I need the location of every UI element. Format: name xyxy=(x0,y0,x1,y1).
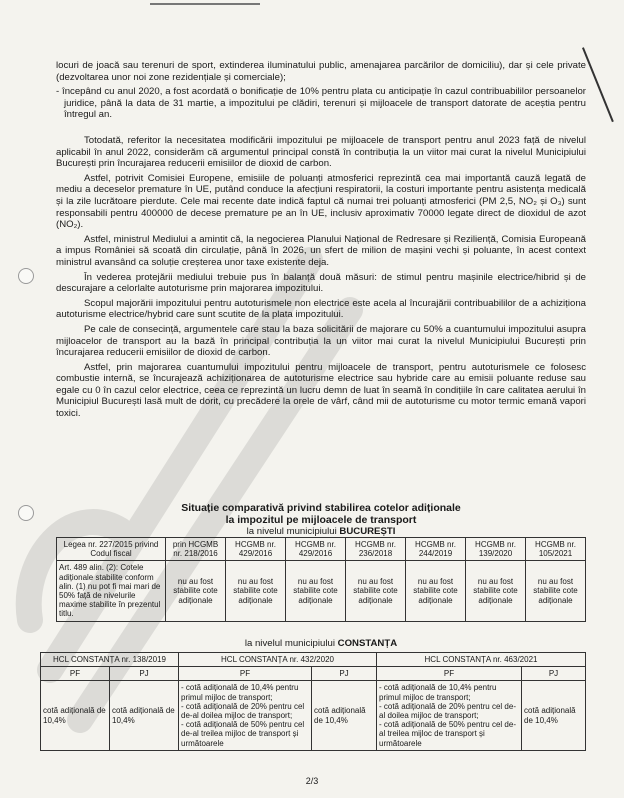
list-item: - cotă adițională de 20% pentru cel de-al doilea mijloc de transport; xyxy=(379,701,516,721)
paragraph-3: Astfel, ministrul Mediului a amintit că, la negocierea Planului Național de Redresare și Reziliență, Comisia Europeană a impus României să scoată din circulație, până în 2026, un sfert de milion de mașini vechi și poluante, în acest context ministrul avansând ca soluție creșterea unor taxe existente deja. xyxy=(56,233,586,268)
list-item: - cotă adițională de 50% pentru cel de-al treilea mijloc de transport și următoarele xyxy=(379,720,516,748)
header-cell: HCGMB nr. 139/2020 xyxy=(466,538,526,561)
constanta-level xyxy=(56,638,586,649)
punch-hole xyxy=(18,268,34,284)
intro-line-1: locuri de joacă sau terenuri de sport, extinderea iluminatului public, amenajarea parcărilor de domiciliu), dar și cele private (dezvoltarea unor noi zone rezidențiale și comerciale); xyxy=(56,60,586,83)
header-cell: prin HCGMB nr. 218/2016 xyxy=(166,538,226,561)
pj-header: PJ xyxy=(522,667,586,681)
value-cell: nu au fost stabilite cote adiționale xyxy=(526,561,586,621)
city-name: BUCUREȘTI xyxy=(339,526,396,537)
header-cell: HCL CONSTANȚA nr. 463/2021 xyxy=(377,653,586,667)
value-cell: nu au fost stabilite cote adiționale xyxy=(226,561,286,621)
header-cell: HCGMB nr. 105/2021 xyxy=(526,538,586,561)
list-cell xyxy=(179,681,312,750)
pf-header: PF xyxy=(179,667,312,681)
header-cell: Legea nr. 227/2015 privind Codul fiscal xyxy=(57,538,166,561)
paragraph-6: Pe cale de consecință, argumentele care stau la baza solicitării de majorare cu 50% a cuantumului impozitului asupra mijloacelor de transport au la bază în principal contribuția la un viitor mai curat la nivelul Municipiului București prin încurajarea reducerii emisiilor de dioxid de carbon. xyxy=(56,323,586,359)
scan-mark xyxy=(150,3,260,5)
header-cell: HCGMB nr. 429/2016 xyxy=(226,538,286,561)
table-row xyxy=(41,667,586,681)
pf-header: PF xyxy=(41,667,110,681)
table-row xyxy=(57,561,586,621)
list-item: - cotă adițională de 50% pentru cel de-al treilea mijloc de transport și următoarele xyxy=(181,720,305,748)
header-cell: HCL CONSTANȚA nr. 138/2019 xyxy=(41,653,179,667)
bucuresti-table xyxy=(56,537,586,622)
paragraph-7: Astfel, prin majorarea cuantumului impozitului pentru mijloacele de transport, pentru autoturismele ce folosesc combustie internă, se încurajează achiziționarea de autoturisme electrice sau hybride care au emisii poluante reduse sau egale cu 0 în cazul celor electrice, ceea ce reprezintă un lucru demn de luat în seamă în condițiile în care calitatea aerului în Municipiul București lasă mult de dorit, cu precădere la orele de vârf, când mii de autoturisme cu motor termic emană vapori toxici. xyxy=(56,361,586,420)
constanta-table xyxy=(40,652,586,751)
city-name: CONSTANȚA xyxy=(337,638,398,649)
paragraph-5: Scopul majorării impozitului pentru autoturismele non electrice este acela al încurajării contribuabililor de a achiziționa autoturisme electrice/hybrid care sunt scutite de la plata impozitului. xyxy=(56,297,586,321)
paragraph-1: Totodată, referitor la necesitatea modificării impozitului pe mijloacele de transport pentru anul 2023 față de nivelul aplicabil în anul 2022, considerăm că argumentul principal constă în contribuția la un viitor mai curat la nivelul Municipiului București prin încurajarea reducerii emisiilor de dioxid de carbon. xyxy=(56,135,586,170)
value-cell: cotă adițională de 10,4% xyxy=(522,681,586,750)
header-cell: HCL CONSTANȚA nr. 432/2020 xyxy=(179,653,377,667)
pf-header: PF xyxy=(377,667,522,681)
page-number: 2/3 xyxy=(305,776,319,786)
value-cell: nu au fost stabilite cote adiționale xyxy=(286,561,346,621)
value-cell: nu au fost stabilite cote adiționale xyxy=(466,561,526,621)
header-cell: HCGMB nr. 429/2016 xyxy=(286,538,346,561)
list-item: - cotă adițională de 10,4% pentru primul mijloc de transport; xyxy=(181,683,299,702)
intro-block xyxy=(56,60,586,124)
table-title-line-1: Situație comparativă privind stabilirea cotelor adiționale xyxy=(181,502,461,514)
table-title-line-3 xyxy=(56,526,586,537)
list-item: - cotă adițională de 20% pentru cel de-al doilea mijloc de transport; xyxy=(181,701,305,721)
law-cell: Art. 489 alin. (2): Cotele adiționale stabilite conform alin. (1) nu pot fi mai mari de 50% față de nivelurile maxime stabilite în prezentul titlu. xyxy=(57,561,166,621)
paragraph-2: Astfel, potrivit Comisiei Europene, emisiile de poluanți atmosferici reprezintă cea mai importantă cauză legată de mediu a deceselor premature în UE, putând conduce la afecțiuni respiratorii, la costuri importante pentru asistența medicală și la zile lucrătoare pierdute. Cele mai recente date indică faptul că numai trei poluanți atmosferici (PM 2,5, NO₂ și O₃) sunt responsabili pentru 400000 de decese premature pe an în UE, inclusiv aproximativ 70000 legate direct de dioxidul de azot (NO₂). xyxy=(56,172,586,231)
value-cell: nu au fost stabilite cote adiționale xyxy=(166,561,226,621)
value-cell: nu au fost stabilite cote adiționale xyxy=(406,561,466,621)
pj-header: PJ xyxy=(110,667,179,681)
list-item: - cotă adițională de 10,4% pentru primul mijloc de transport; xyxy=(379,683,497,702)
value-cell: nu au fost stabilite cote adiționale xyxy=(346,561,406,621)
value-cell: cotă adițională de 10,4% xyxy=(41,681,110,750)
value-cell: cotă adițională de 10,4% xyxy=(110,681,179,750)
table-row xyxy=(57,538,586,561)
value-cell: cotă adițională de 10,4% xyxy=(312,681,377,750)
intro-line-2: - începând cu anul 2020, a fost acordată o bonificație de 10% pentru plata cu anticipație în cazul contribuabililor persoanelor juridice, până la data de 31 martie, a impozitului pe clădiri, terenuri și mijloacele de transport datorate de aceștia pentru întregul an. xyxy=(56,86,586,121)
paragraph-4: În vederea protejării mediului trebuie pus în balanță două măsuri: de stimul pentru mașinile electrice/hibrid și de descurajare a celorlalte autoturisme prin majorarea impozitului. xyxy=(56,271,586,295)
table-row xyxy=(41,681,586,750)
header-cell: HCGMB nr. 244/2019 xyxy=(406,538,466,561)
level-prefix: la nivelul municipiului xyxy=(244,638,335,649)
header-cell: HCGMB nr. 236/2018 xyxy=(346,538,406,561)
table-row xyxy=(41,653,586,667)
pj-header: PJ xyxy=(312,667,377,681)
table-title-line-2: la impozitul pe mijloacele de transport xyxy=(225,514,417,526)
punch-hole xyxy=(18,505,34,521)
pen-mark xyxy=(582,47,614,122)
list-cell xyxy=(377,681,522,750)
body-text xyxy=(56,135,586,423)
level-prefix: la nivelul municipiului xyxy=(246,526,337,537)
